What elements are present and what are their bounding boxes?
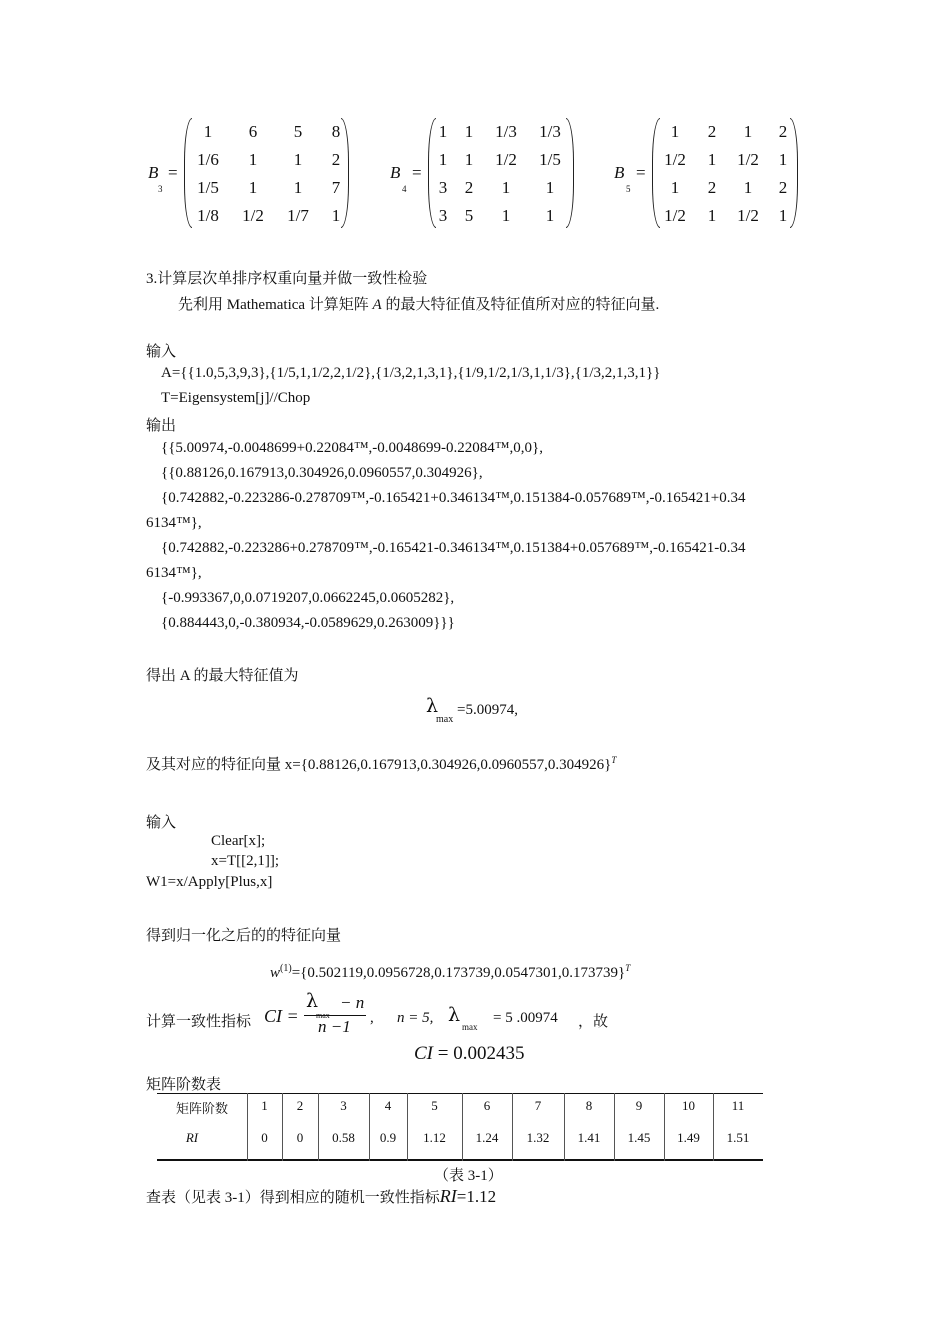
matrix-cell: 1/3 — [495, 122, 517, 141]
matrix-cell: 1 — [203, 122, 213, 141]
ci-fraction — [304, 992, 368, 1042]
matrix-cell: 1 — [501, 206, 511, 225]
matrix-label: B — [390, 163, 401, 182]
input-label: 输入 — [146, 344, 177, 360]
ci-comma: , — [370, 1010, 374, 1026]
transpose-superscript: T — [625, 963, 631, 973]
matrix-cell: 2 — [707, 178, 717, 197]
matrix-cell: 2 — [778, 122, 788, 141]
matrix-cell: 1 — [331, 206, 341, 225]
code-line: W1=x/Apply[Plus,x] — [146, 874, 273, 890]
matrix-cell: 2 — [707, 122, 717, 141]
ci-result-lhs: CI — [414, 1043, 433, 1064]
matrix-subscript: 3 — [158, 184, 163, 194]
table-title: 矩阵阶数表 — [146, 1077, 222, 1093]
eigenvector-value: 及其对应的特征向量 x={0.88126,0.167913,0.304926,0.0960557,0.304926} — [146, 757, 612, 773]
ri-value: =1.12 — [456, 1187, 497, 1206]
matrix-cell: 2 — [778, 178, 788, 197]
matrix-cell: 6 — [248, 122, 258, 141]
matrix-cell: 7 — [331, 178, 341, 197]
matrix-cell: 2 — [464, 178, 474, 197]
table-ri-cell: 1.45 — [627, 1130, 651, 1145]
section-title: 3.计算层次单排序权重向量并做一致性检验 — [146, 271, 428, 287]
ci-symbol: CI = — [264, 1006, 299, 1026]
w-superscript: (1) — [280, 963, 292, 974]
table-header-cell: 5 — [431, 1098, 438, 1113]
matrix-cell: 3 — [438, 178, 448, 197]
ci-result-rhs: = 0.002435 — [437, 1043, 525, 1064]
matrix-cell: 1 — [670, 122, 680, 141]
fraction-denominator: n −1 — [318, 1017, 351, 1036]
matrix-cell: 1 — [248, 150, 258, 169]
normalized-value: ={0.502119,0.0956728,0.173739,0.0547301,0.173739} — [291, 965, 626, 981]
table-ri-label: RI — [185, 1130, 199, 1145]
input-label: 输入 — [146, 815, 177, 831]
matrix-subscript: 5 — [626, 184, 631, 194]
matrix-cell: 1 — [545, 206, 555, 225]
matrix-cell: 1/5 — [197, 178, 219, 197]
normalized-text: 得到归一化之后的的特征向量 — [146, 928, 342, 944]
output-line: 6134™}, — [146, 515, 202, 531]
matrix-cell: 1/8 — [197, 206, 219, 225]
normalized-vector — [270, 963, 630, 982]
w-symbol: w — [270, 965, 281, 981]
matrix-cell: 8 — [331, 122, 341, 141]
output-line: {{0.88126,0.167913,0.304926,0.0960557,0.304926}, — [161, 465, 483, 481]
matrix-cell: 1 — [501, 178, 511, 197]
matrix-cell: 1 — [464, 122, 474, 141]
lambda-symbol: λ — [426, 695, 439, 717]
matrix-cell: 1/2 — [737, 150, 759, 169]
table-ri-cell: 0 — [296, 1130, 304, 1145]
output-label: 输出 — [146, 418, 177, 434]
table-header-cell: 1 — [261, 1098, 268, 1113]
output-line: {0.742882,-0.223286+0.278709™,-0.165421-0.346134™,0.151384+0.057689™,-0.165421-0.34 — [161, 540, 746, 556]
matrix-b3 — [148, 118, 358, 230]
fraction-bar — [304, 1015, 366, 1016]
ri-symbol: RI — [439, 1186, 457, 1206]
table-header-cell: 4 — [384, 1098, 392, 1113]
table-header-label: 矩阵阶数 — [175, 1101, 228, 1116]
table-ri-cell: 1.49 — [677, 1130, 700, 1145]
conclusion-text: 查表（见表 3-1）得到相应的随机一致性指标 — [146, 1190, 440, 1206]
conclusion — [146, 1186, 496, 1207]
table-header-cell: 8 — [585, 1098, 593, 1113]
n-equals: n = 5, — [397, 1010, 434, 1026]
matrix-cell: 1/7 — [287, 206, 309, 225]
code-line: x=T[[2,1]]; — [211, 853, 280, 869]
matrix-cell: 1/2 — [242, 206, 264, 225]
matrix-cell: 1 — [670, 178, 680, 197]
fraction-lambda: λ — [306, 990, 319, 1012]
matrix-cell: 1 — [545, 178, 555, 197]
matrix-cell: 1/6 — [197, 150, 219, 169]
table-ri-cell: 1.32 — [526, 1130, 550, 1145]
matrix-cell: 1 — [743, 122, 753, 141]
matrix-cell: 1 — [707, 150, 717, 169]
code-line: A={{1.0,5,3,9,3},{1/5,1,1/2,2,1/2},{1/3,2,1,3,1},{1/9,1/2,1/3,1,1/3},{1/3,2,1,3,1}} — [161, 365, 661, 381]
lambda-max-2 — [448, 1004, 578, 1034]
intro-pre: 先利用 Mathematica 计算矩阵 — [178, 297, 373, 313]
intro-paragraph — [178, 293, 659, 314]
matrix-subscript: 4 — [402, 184, 407, 194]
output-line: {0.884443,0,-0.380934,-0.0589629,0.263009}}} — [161, 615, 455, 631]
fraction-numerator-rest: − n — [340, 993, 365, 1012]
matrix-cell: 1 — [293, 178, 303, 197]
table-ri-cell: 1.51 — [726, 1130, 750, 1145]
matrix-cell: 1 — [778, 206, 788, 225]
matrix-label: B — [614, 163, 625, 182]
eigenvector-text — [146, 753, 616, 774]
table-caption: （表 3-1） — [434, 1168, 503, 1184]
matrix-cell: 5 — [293, 122, 303, 141]
code-line: T=Eigensystem[j]//Chop — [161, 390, 311, 406]
output-line: {0.742882,-0.223286-0.278709™,-0.165421+0.346134™,0.151384-0.057689™,-0.165421+0.34 — [161, 490, 746, 506]
matrix-cell: 1/3 — [539, 122, 561, 141]
result-text: 得出 A 的最大特征值为 — [146, 668, 299, 684]
matrix-b4 — [390, 118, 590, 230]
intro-post: 的最大特征值及特征值所对应的特征向量. — [381, 297, 660, 313]
matrix-cell: 1 — [438, 122, 448, 141]
matrix-cell: 1 — [464, 150, 474, 169]
output-line: {-0.993367,0,0.0719207,0.0662245,0.0605282}, — [161, 590, 455, 606]
matrix-label: B — [148, 163, 159, 182]
table-ri-cell: 1.12 — [423, 1130, 446, 1145]
lambda-subscript: max — [436, 714, 454, 725]
matrix-cell: 1/2 — [495, 150, 517, 169]
table-header-cell: 11 — [731, 1098, 745, 1113]
transpose-superscript: T — [611, 755, 617, 765]
table-ri-cell: 0.9 — [379, 1130, 397, 1145]
table-ri-cell: 0.58 — [332, 1130, 355, 1145]
code-line: Clear[x]; — [211, 833, 266, 849]
table-header-cell: 7 — [534, 1098, 542, 1113]
ci-result — [414, 1043, 524, 1065]
matrix-cell: 1 — [438, 150, 448, 169]
output-line: {{5.00974,-0.0048699+0.22084™,-0.0048699-0.22084™,0,0}, — [161, 440, 543, 456]
intro-var: A — [372, 297, 382, 313]
matrix-cell: 5 — [464, 206, 474, 225]
ci-text: 计算一致性指标 — [146, 1014, 252, 1030]
matrix-cell: 1 — [293, 150, 303, 169]
table-ri-cell: 1.41 — [577, 1130, 601, 1145]
matrix-cell: 1/5 — [539, 150, 561, 169]
matrix-cell: 2 — [331, 150, 341, 169]
matrix-cell: 1/2 — [664, 206, 686, 225]
lambda-symbol: λ — [448, 1004, 461, 1026]
table-header-cell: 2 — [296, 1098, 304, 1113]
table-header-cell: 3 — [340, 1098, 347, 1113]
equals-sign: = — [412, 163, 422, 182]
table-header-cell: 9 — [635, 1098, 643, 1113]
ci-lhs — [264, 1006, 299, 1027]
matrix-cell: 1/2 — [737, 206, 759, 225]
matrix-cell: 1/2 — [664, 150, 686, 169]
matrix-cell: 1 — [248, 178, 258, 197]
ri-table — [157, 1093, 763, 1161]
equals-sign: = — [168, 163, 178, 182]
equals-sign: = — [636, 163, 646, 182]
matrix-cell: 1 — [707, 206, 717, 225]
matrix-cell: 1 — [743, 178, 753, 197]
matrix-cell: 1 — [778, 150, 788, 169]
table-header-cell: 10 — [682, 1098, 695, 1113]
matrix-b5 — [614, 118, 814, 230]
table-ri-cell: 0 — [261, 1130, 268, 1145]
table-header-cell: 6 — [483, 1098, 491, 1113]
lambda-subscript: max — [462, 1022, 478, 1032]
output-line: 6134™}, — [146, 565, 202, 581]
lambda-value: =5.00974, — [457, 702, 518, 718]
ci-tail: ，故 — [578, 1014, 609, 1030]
matrix-cell: 3 — [438, 206, 448, 225]
lambda-value: = 5 .00974 — [493, 1010, 558, 1026]
lambda-max-expression — [426, 695, 546, 728]
table-ri-cell: 1.24 — [475, 1130, 499, 1145]
